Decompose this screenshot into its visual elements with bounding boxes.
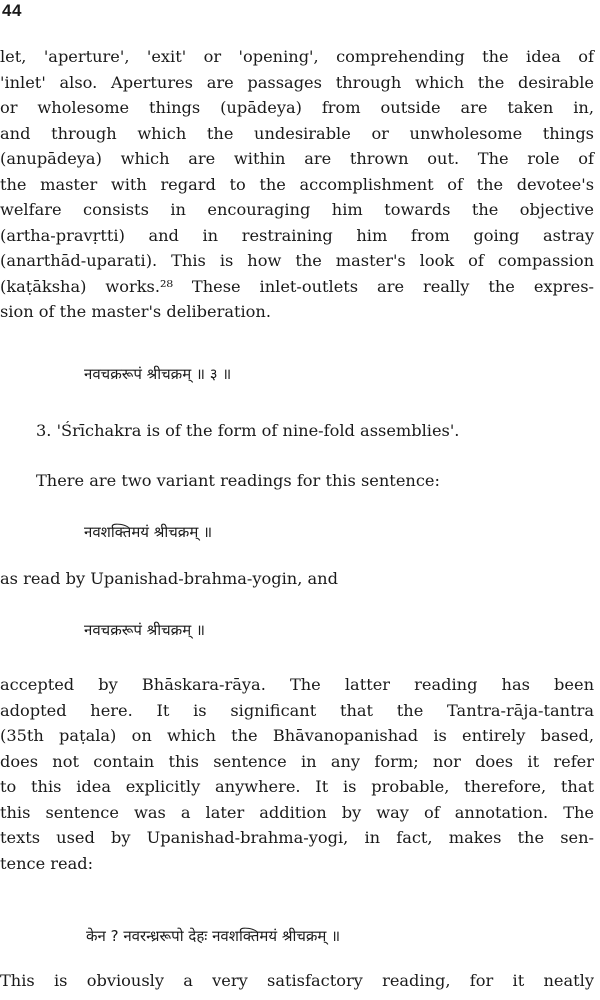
- paragraph-line: welfare consists in encouraging him towards the objective: [0, 200, 594, 219]
- paragraph-line: (35th paṭala) on which the Bhāvanopanishad is entirely based,: [0, 726, 594, 745]
- paragraph-apertures: [0, 44, 594, 325]
- sanskrit-variant-reading: नवशक्तिमयं श्रीचक्रम् ॥: [84, 523, 213, 541]
- sanskrit-annotated-reading: केन ? नवरन्ध्ररूपो देहः नवशक्तिमयं श्रीचक्रम् ॥: [86, 927, 341, 945]
- paragraph-line: (artha-pravṛtti) and in restraining him from going astray: [0, 225, 594, 245]
- paragraph-line: this sentence was a later addition by way of annotation. The: [0, 802, 594, 822]
- read-by-line: as read by Upanishad-brahma-yogin, and: [0, 569, 338, 588]
- paragraph-line: to this idea explicitly anywhere. It is probable, therefore, that: [0, 777, 594, 796]
- page-number: 44: [2, 1, 22, 20]
- sanskrit-verse: नवचक्ररूपं श्रीचक्रम् ॥ ३ ॥: [84, 365, 232, 383]
- paragraph-line: let, 'aperture', 'exit' or 'opening', comprehending the idea of: [0, 47, 594, 66]
- paragraph-line: (anarthād-uparati). This is how the master's look of compassion: [0, 251, 594, 270]
- paragraph-line: This is obviously a very satisfactory reading, for it neatly: [0, 971, 594, 990]
- sanskrit-adopted-reading: नवचक्ररूपं श्रीचक्रम् ॥: [84, 621, 205, 639]
- paragraph-line: 'inlet' also. Apertures are passages through which the desirable: [0, 72, 594, 92]
- paragraph-line: or wholesome things (upādeya) from outside are taken in,: [0, 98, 594, 117]
- sutra-translation: 3. 'Śrīchakra is of the form of nine-fold assemblies'.: [36, 421, 460, 440]
- paragraph-line: adopted here. It is significant that the Tantra-rāja-tantra: [0, 700, 594, 720]
- variant-intro: There are two variant readings for this sentence:: [36, 471, 440, 490]
- paragraph-line: accepted by Bhāskara-rāya. The latter reading has been: [0, 675, 594, 694]
- paragraph-line: and through which the undesirable or unwholesome things: [0, 123, 594, 143]
- paragraph-line: (anupādeya) which are within are thrown out. The role of: [0, 149, 594, 168]
- paragraph-line: texts used by Upanishad-brahma-yogi, in fact, makes the sen-: [0, 828, 594, 847]
- paragraph-satisfactory: [0, 968, 594, 994]
- paragraph-line: (kaṭāksha) works.²⁸ These inlet-outlets are really the expres-: [0, 276, 594, 296]
- paragraph-line: sion of the master's deliberation.: [0, 302, 271, 321]
- paragraph-line: the master with regard to the accomplishment of the devotee's: [0, 174, 594, 194]
- paragraph-line: tence read:: [0, 853, 94, 873]
- paragraph-bhaskara: [0, 672, 594, 876]
- paragraph-line: does not contain this sentence in any form; nor does it refer: [0, 751, 594, 771]
